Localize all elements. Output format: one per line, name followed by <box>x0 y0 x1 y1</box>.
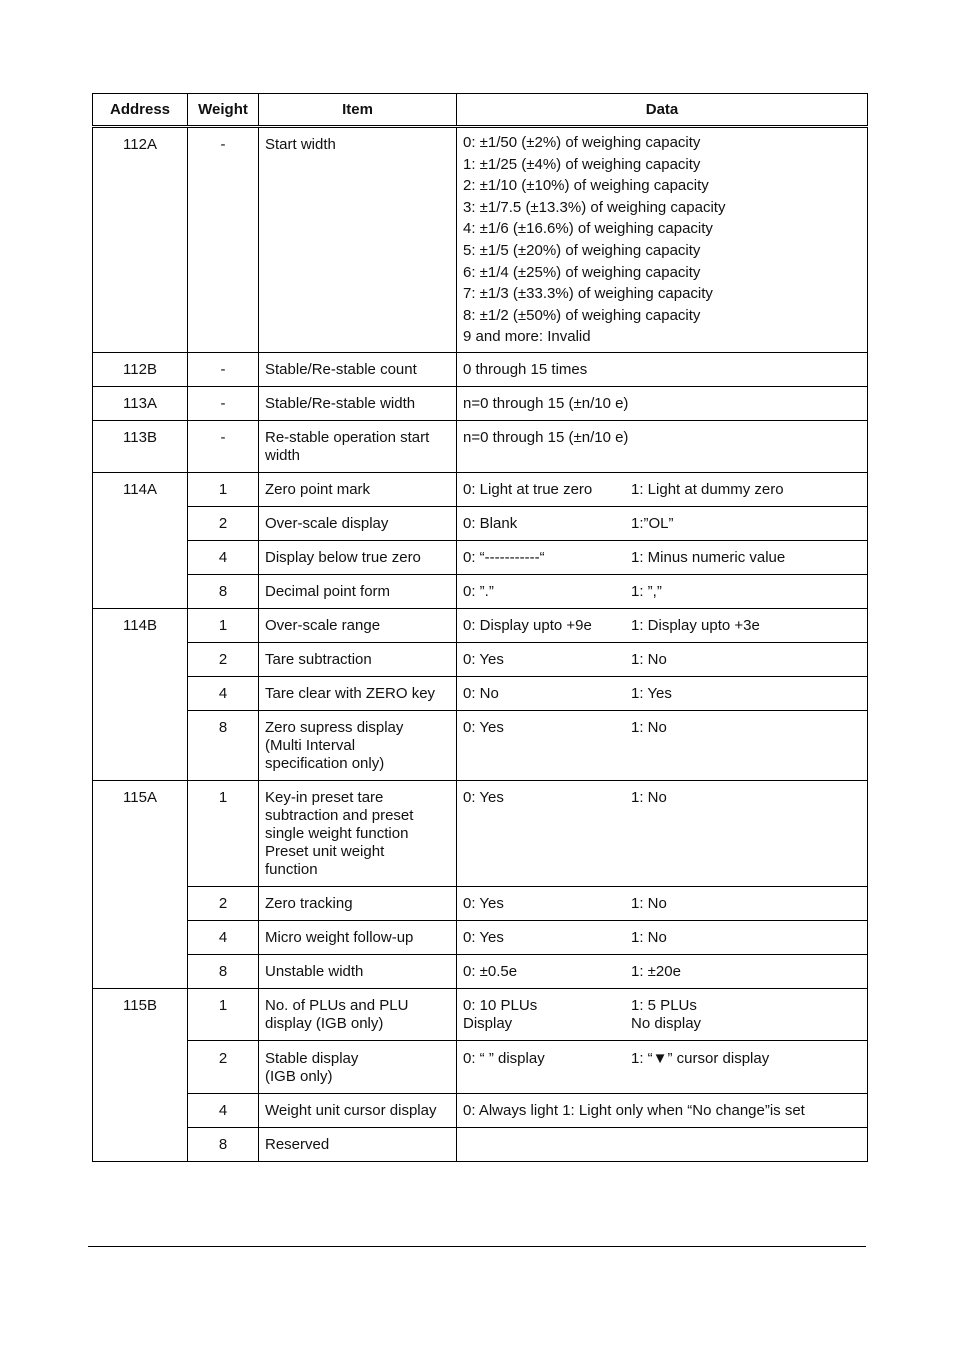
data-cell <box>457 676 868 710</box>
weight-value: 2 <box>218 894 228 912</box>
data-option-0 <box>463 583 631 601</box>
data-option-1 <box>631 789 667 807</box>
item-text: Stable display <box>265 1049 359 1067</box>
weight-value: 4 <box>218 1101 228 1119</box>
data-option-0 <box>463 929 631 947</box>
data-cell <box>457 352 868 386</box>
item-text: Display below true zero <box>265 548 421 566</box>
weight-value: 1 <box>218 788 228 806</box>
weight-value: - <box>220 428 226 446</box>
item-cell <box>259 540 457 574</box>
item-cell <box>259 386 457 420</box>
header-weight: Weight <box>188 94 259 127</box>
item-cell <box>259 780 457 886</box>
data-text: 0: Display upto +9e <box>463 616 592 634</box>
data-option: 0: ±1/50 (±2%) of weighing capacity <box>463 134 701 151</box>
address-cell <box>93 127 188 353</box>
weight-value: 8 <box>218 1135 228 1153</box>
data-option-0 <box>463 515 631 533</box>
weight-cell <box>188 988 259 1040</box>
data-text: 1: Light at dummy zero <box>631 480 784 498</box>
table-row <box>93 1040 868 1093</box>
weight-value: 2 <box>218 514 228 532</box>
item-text: specification only) <box>265 754 385 772</box>
data-option-1 <box>631 963 681 981</box>
weight-value: 8 <box>218 962 228 980</box>
data-text: 0: Always light 1: Light only when “No change”is set <box>463 1101 805 1119</box>
address-cell <box>93 988 188 1161</box>
data-cell <box>457 886 868 920</box>
address-cell <box>93 386 188 420</box>
data-option-1 <box>631 583 662 601</box>
table-row <box>93 642 868 676</box>
data-cell <box>457 1093 868 1127</box>
data-option-1 <box>631 549 785 567</box>
weight-value: 1 <box>218 996 228 1014</box>
item-text: (Multi Interval <box>265 736 356 754</box>
weight-cell <box>188 472 259 506</box>
weight-value: - <box>220 136 226 153</box>
table-row <box>93 780 868 886</box>
item-text: Zero point mark <box>265 480 371 498</box>
item-text: Reserved <box>265 1135 330 1153</box>
data-text: n=0 through 15 (±n/10 e) <box>463 394 629 412</box>
header-item: Item <box>259 94 457 127</box>
address-cell <box>93 608 188 780</box>
table-row <box>93 608 868 642</box>
item-cell <box>259 574 457 608</box>
footer-rule <box>88 1246 866 1247</box>
item-cell <box>259 920 457 954</box>
item-text: width <box>265 446 301 464</box>
table-row <box>93 886 868 920</box>
data-cell <box>457 574 868 608</box>
data-option: 3: ±1/7.5 (±13.3%) of weighing capacity <box>463 198 726 216</box>
data-cell <box>457 780 868 886</box>
data-text: 0: No <box>463 684 499 702</box>
weight-cell <box>188 1040 259 1093</box>
address-value: 112A <box>123 136 157 153</box>
data-cell <box>457 710 868 780</box>
data-text: 0: Yes <box>463 928 504 946</box>
table-row <box>93 420 868 472</box>
data-option-0 <box>463 895 631 913</box>
item-text: Decimal point form <box>265 582 391 600</box>
data-text: 1: No <box>631 894 667 912</box>
item-cell <box>259 676 457 710</box>
table-body <box>93 127 868 1162</box>
address-value: 114A <box>123 480 157 498</box>
weight-cell <box>188 127 259 353</box>
data-option-0 <box>463 651 631 669</box>
data-cell <box>457 472 868 506</box>
data-option-1 <box>631 719 667 737</box>
data-text: 1: No <box>631 928 667 946</box>
address-value: 114B <box>123 616 157 634</box>
data-option-1 <box>631 685 672 703</box>
data-text: 0: Yes <box>463 718 504 736</box>
data-cell <box>457 642 868 676</box>
item-text: Stable/Re-stable width <box>265 394 416 412</box>
weight-value: 1 <box>218 480 228 498</box>
data-text: 1: ”,” <box>631 582 662 600</box>
table-row <box>93 574 868 608</box>
weight-cell <box>188 574 259 608</box>
item-cell <box>259 127 457 353</box>
item-text: Tare clear with ZERO key <box>265 684 436 702</box>
data-cell <box>457 506 868 540</box>
header-data: Data <box>457 94 868 127</box>
address-cell <box>93 780 188 988</box>
data-text: 0: Yes <box>463 894 504 912</box>
data-text: 0: Yes <box>463 650 504 668</box>
data-option-0 <box>463 1050 631 1068</box>
data-text: 0 through 15 times <box>463 360 588 378</box>
address-cell <box>93 472 188 608</box>
data-text: 1: No <box>631 788 667 806</box>
weight-cell <box>188 1093 259 1127</box>
parameter-table <box>92 93 868 1162</box>
table-row <box>93 127 868 353</box>
data-cell <box>457 988 868 1040</box>
table-row <box>93 988 868 1040</box>
item-text: Tare subtraction <box>265 650 372 668</box>
data-text: 0: 10 PLUs <box>463 996 538 1014</box>
data-text: 1: 5 PLUs <box>631 996 697 1014</box>
weight-cell <box>188 780 259 886</box>
table-row <box>93 540 868 574</box>
item-cell <box>259 1127 457 1161</box>
data-text: 0: ±0.5e <box>463 962 518 980</box>
data-option: 4: ±1/6 (±16.6%) of weighing capacity <box>463 220 713 238</box>
data-cell <box>457 127 868 353</box>
data-text: 1: Yes <box>631 684 672 702</box>
data-option: 9 and more: Invalid <box>463 328 591 346</box>
item-text: Weight unit cursor display <box>265 1101 437 1119</box>
data-text: n=0 through 15 (±n/10 e) <box>463 428 629 446</box>
data-option-1 <box>631 997 701 1033</box>
weight-cell <box>188 608 259 642</box>
item-text: (IGB only) <box>265 1067 333 1085</box>
table-row <box>93 954 868 988</box>
data-option: 7: ±1/3 (±33.3%) of weighing capacity <box>463 285 713 303</box>
item-cell <box>259 352 457 386</box>
table-row <box>93 352 868 386</box>
data-text: 1: No <box>631 650 667 668</box>
data-text: 0: Blank <box>463 514 518 532</box>
item-text: Key-in preset tare <box>265 788 384 806</box>
item-cell <box>259 420 457 472</box>
weight-value: - <box>220 360 226 378</box>
weight-value: 2 <box>218 1049 228 1067</box>
weight-value: 8 <box>218 718 228 736</box>
table-row <box>93 920 868 954</box>
data-cell <box>457 1127 868 1161</box>
weight-cell <box>188 710 259 780</box>
data-cell <box>457 1040 868 1093</box>
data-option-1 <box>631 1050 769 1068</box>
item-cell <box>259 1093 457 1127</box>
data-text: 1: Minus numeric value <box>631 548 786 566</box>
item-text: single weight function <box>265 824 409 842</box>
data-text: 1: “▼” cursor display <box>631 1049 770 1067</box>
data-option-0 <box>463 549 631 567</box>
weight-cell <box>188 540 259 574</box>
table-row <box>93 710 868 780</box>
data-option: 6: ±1/4 (±25%) of weighing capacity <box>463 263 701 281</box>
data-text: 1: Display upto +3e <box>631 616 760 634</box>
data-cell <box>457 386 868 420</box>
data-option: 8: ±1/2 (±50%) of weighing capacity <box>463 306 701 324</box>
item-text: Over-scale display <box>265 514 389 532</box>
table-row <box>93 506 868 540</box>
data-cell <box>457 608 868 642</box>
data-option: 5: ±1/5 (±20%) of weighing capacity <box>463 241 701 259</box>
table-row <box>93 472 868 506</box>
item-text: subtraction and preset <box>265 806 414 824</box>
data-option-1 <box>631 617 760 635</box>
data-text: 0: “-----------“ <box>463 548 545 566</box>
data-text: 0: ”.” <box>463 582 494 600</box>
weight-cell <box>188 920 259 954</box>
data-option-0 <box>463 789 631 807</box>
data-option-1 <box>631 929 667 947</box>
header-row <box>93 94 868 127</box>
data-cell <box>457 954 868 988</box>
item-text: No. of PLUs and PLU <box>265 996 409 1014</box>
data-option-1 <box>631 481 784 499</box>
address-value: 115B <box>123 996 157 1014</box>
address-cell <box>93 420 188 472</box>
address-value: 113B <box>123 428 157 446</box>
weight-value: - <box>220 394 226 412</box>
item-text: Unstable width <box>265 962 364 980</box>
table-row <box>93 676 868 710</box>
weight-value: 4 <box>218 684 228 702</box>
data-option-1 <box>631 515 674 533</box>
data-option-0 <box>463 685 631 703</box>
data-text: 0: Light at true zero <box>463 480 593 498</box>
data-text: No display <box>631 1014 702 1032</box>
weight-cell <box>188 506 259 540</box>
data-option-0 <box>463 617 631 635</box>
data-text <box>463 1136 861 1154</box>
item-text: display (IGB only) <box>265 1014 384 1032</box>
data-text: 0: Yes <box>463 788 504 806</box>
header-address: Address <box>93 94 188 127</box>
table-row <box>93 1093 868 1127</box>
address-value: 113A <box>123 394 157 412</box>
data-text: 1: No <box>631 718 667 736</box>
weight-cell <box>188 954 259 988</box>
data-option-0 <box>463 963 631 981</box>
item-cell <box>259 710 457 780</box>
data-text: Display <box>463 1014 513 1032</box>
address-cell <box>93 352 188 386</box>
item-text: Preset unit weight <box>265 842 385 860</box>
weight-value: 4 <box>218 548 228 566</box>
item-text: Micro weight follow-up <box>265 928 414 946</box>
weight-value: 2 <box>218 650 228 668</box>
data-option-0 <box>463 481 631 499</box>
weight-cell <box>188 352 259 386</box>
item-text: Zero tracking <box>265 894 353 912</box>
item-cell <box>259 886 457 920</box>
item-text: function <box>265 860 318 878</box>
item-cell <box>259 1040 457 1093</box>
data-option-1 <box>631 651 667 669</box>
item-text: Stable/Re-stable count <box>265 360 417 378</box>
address-value: 112B <box>123 360 157 378</box>
item-text: Zero supress display <box>265 718 404 736</box>
item-cell <box>259 954 457 988</box>
weight-cell <box>188 420 259 472</box>
weight-value: 1 <box>218 616 228 634</box>
data-option-0 <box>463 719 631 737</box>
weight-value: 8 <box>218 582 228 600</box>
data-option: 2: ±1/10 (±10%) of weighing capacity <box>463 177 709 195</box>
data-text: 1:”OL” <box>631 514 674 532</box>
data-option-0 <box>463 997 631 1033</box>
weight-cell <box>188 642 259 676</box>
item-cell <box>259 472 457 506</box>
item-cell <box>259 642 457 676</box>
table-row <box>93 386 868 420</box>
weight-cell <box>188 1127 259 1161</box>
item-text: Start width <box>265 136 336 153</box>
item-cell <box>259 608 457 642</box>
weight-cell <box>188 886 259 920</box>
item-text: Over-scale range <box>265 616 381 634</box>
data-option: 1: ±1/25 (±4%) of weighing capacity <box>463 155 701 173</box>
item-text: Re-stable operation start <box>265 428 430 446</box>
weight-cell <box>188 386 259 420</box>
address-value: 115A <box>123 788 157 806</box>
data-cell <box>457 420 868 472</box>
data-text: 1: ±20e <box>631 962 681 980</box>
data-cell <box>457 540 868 574</box>
data-option-1 <box>631 895 667 913</box>
table-row <box>93 1127 868 1161</box>
weight-cell <box>188 676 259 710</box>
item-cell <box>259 988 457 1040</box>
data-text: 0: “ ” display <box>463 1049 545 1067</box>
weight-value: 4 <box>218 928 228 946</box>
data-cell <box>457 920 868 954</box>
item-cell <box>259 506 457 540</box>
